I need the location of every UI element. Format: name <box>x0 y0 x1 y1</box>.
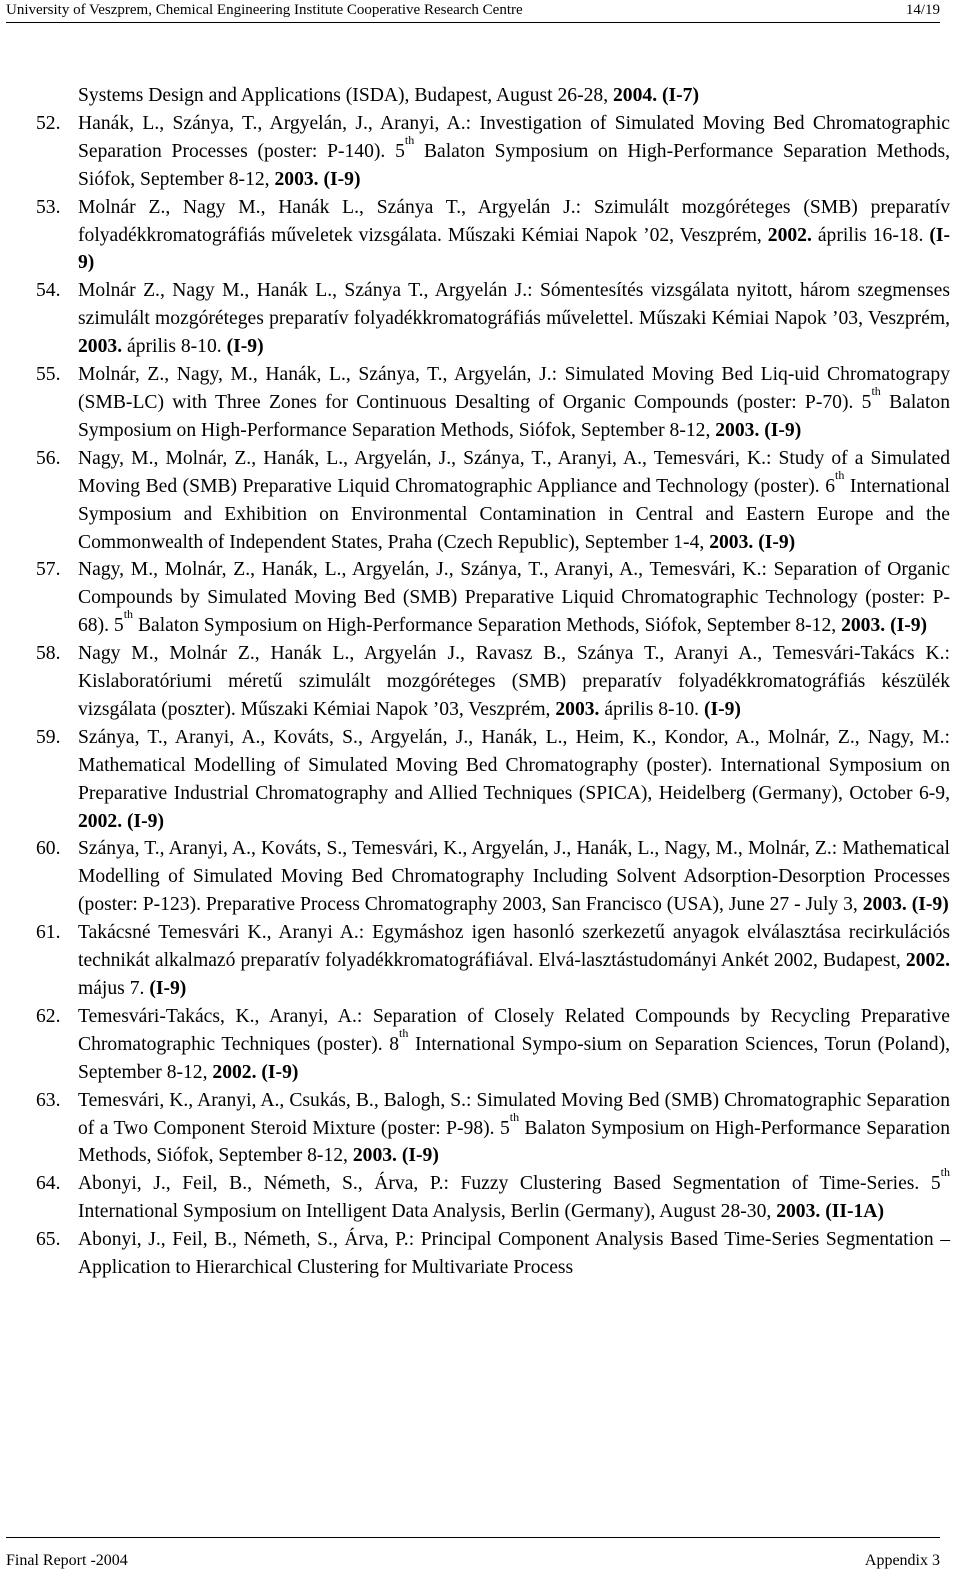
entry-text: Abonyi, J., Feil, B., Németh, S., Árva, P.: Principal Component Analysis Based Time-Series Segmentation – Application to Hierarchical Clustering for Multivariate Process <box>78 1229 950 1279</box>
entry-year: 2003. <box>862 894 907 916</box>
entry-number: 59. <box>36 726 61 748</box>
entry-number: 56. <box>36 447 61 469</box>
publication-entry <box>36 724 950 836</box>
publication-entry <box>36 194 950 278</box>
entry-year: 2003. <box>715 419 760 441</box>
entry-text: Hanák, L., Szánya, T., Argyelán, J., Aranyi, A.: Investigation of Simulated Moving Bed Chromatographic Separation Processes (poster: P-140). 5 <box>78 112 950 162</box>
footer-appendix: Appendix 3 <box>864 1552 940 1569</box>
entry-code: (I-9) <box>127 810 164 832</box>
entry-number: 63. <box>36 1089 61 1111</box>
entry-venue: Balaton Symposium on High-Performance Separation Methods, Siófok, September 8-12, <box>133 615 842 637</box>
continuation-text: Systems Design and Applications (ISDA), Budapest, August 26-28, <box>78 85 613 106</box>
entry-code: (I-9) <box>911 894 949 916</box>
entry-number: 64. <box>36 1173 61 1195</box>
ordinal-suffix: th <box>509 1109 520 1124</box>
entry-text: Temesvári, K., Aranyi, A., Csukás, B., Balogh, S.: Simulated Moving Bed (SMB) Chromatographic Separation of a Two Component Steroid Mixture (poster: P-98). 5 <box>78 1089 950 1139</box>
entry-venue: Balaton Symposium on High-Performance Separation Methods, Siófok, September 8-12, <box>78 1117 950 1167</box>
publication-entry <box>36 445 950 557</box>
entry-venue: Balaton Symposium on High-Performance Separation Methods, Siófok, September 8-12, <box>78 391 951 441</box>
entry-number: 55. <box>36 364 61 386</box>
entry-text: Takácsné Temesvári K., Aranyi A.: Egymáshoz igen hasonló szerkezetű anyagok elválasztása recirkulációs technikát alkalmazó preparatív folyadékkromatográfiával. Elvá-lasztástudományi Ankét 2002, Budapest, <box>78 922 950 972</box>
continuation-code: (I-7) <box>662 85 699 106</box>
entry-code: (I-9) <box>764 419 802 441</box>
footer-report: Final Report -2004 <box>6 1552 128 1569</box>
publication-entry <box>36 1165 950 1226</box>
header-institute: University of Veszprem, Chemical Engineering Institute Cooperative Research Centre <box>6 2 523 18</box>
entry-code: (I-9) <box>78 224 950 274</box>
entry-text: Nagy, M., Molnár, Z., Hanák, L., Argyelán, J., Szánya, T., Aranyi, A., Temesvári, K.: Study of a Simulated Moving Bed (SMB) Preparative Liquid Chromatographic Appliance and Technology (poster). 6 <box>78 447 950 497</box>
publication-entry <box>36 277 950 361</box>
entry-date: április 8-10. <box>599 698 700 720</box>
publication-entry <box>36 1003 950 1087</box>
publication-entry <box>36 1087 950 1171</box>
entry-number: 61. <box>36 922 61 944</box>
entry-venue: Balaton Symposium on High-Performance Separation Methods, Siófok, September 8-12, <box>78 140 950 190</box>
entry-number: 54. <box>36 280 61 302</box>
entry-date: április 16-18. <box>811 224 924 246</box>
entry-number: 53. <box>36 196 61 218</box>
entry-code: (I-9) <box>226 336 264 358</box>
entry-year: 2002. <box>905 950 950 972</box>
ordinal-suffix: th <box>940 1165 950 1180</box>
page-number: 14/19 <box>905 2 940 18</box>
entries <box>36 110 951 1282</box>
entry-text: Molnár, Z., Nagy, M., Hanák, L., Szánya, T., Argyelán, J.: Simulated Moving Bed Liq-uid Chromatograpy (SMB-LC) with Three Zones for Continuous Desalting of Organic Compounds (poster: P-70). 5 <box>78 364 950 413</box>
entry-code: (II-1A) <box>825 1201 884 1223</box>
entry-code: (I-9) <box>401 1145 439 1167</box>
entry-year: 2003. <box>776 1201 821 1223</box>
entry-year: 2003. <box>78 336 123 358</box>
publication-entry <box>36 835 950 919</box>
entry-date: április 8-10. <box>122 336 222 358</box>
entry-number: 58. <box>36 643 61 665</box>
publication-entry <box>36 1226 950 1282</box>
entry-text: Temesvári-Takács, K., Aranyi, A.: Separation of Closely Related Compounds by Recycling Preparative Chromatographic Techniques (poster). 8 <box>78 1005 950 1055</box>
ordinal-suffix: th <box>123 607 134 622</box>
entry-number: 52. <box>36 112 61 134</box>
entry-number: 60. <box>36 838 61 860</box>
entry-text: Abonyi, J., Feil, B., Németh, S., Árva, P.: Fuzzy Clustering Based Segmentation of Time-Series. 5 <box>78 1173 941 1195</box>
ordinal-suffix: th <box>871 383 881 398</box>
entry-code: (I-9) <box>323 168 361 190</box>
ordinal-suffix: th <box>404 132 415 147</box>
entry-number: 65. <box>36 1229 61 1251</box>
entry-text: Molnár Z., Nagy M., Hanák L., Szánya T., Argyelán J.: Sómentesítés vizsgálata nyitott, három szegmenses szimulált mozgóréteges preparatív folyadékkromatográfiás művelettel. Műszaki Kémiai Napok ’03, Veszprém, <box>78 280 950 330</box>
ordinal-suffix: th <box>835 467 845 482</box>
page-footer <box>6 1537 940 1576</box>
entry-number: 62. <box>36 1005 61 1027</box>
publication-entry <box>36 556 950 640</box>
publication-list <box>36 82 951 1282</box>
entry-year: 2003. <box>709 531 754 553</box>
entry-code: (I-9) <box>261 1061 299 1083</box>
entry-venue: International Symposium on Intelligent Data Analysis, Berlin (Germany), August 28-30, <box>78 1201 777 1223</box>
entry-text: Nagy M., Molnár Z., Hanák L., Argyelán J., Ravasz B., Szánya T., Aranyi A., Temesvári-Takács K.: Kislaboratóriumi méretű szimulált mozgóréteges (SMB) preparatív folyadékkromatográfiás készülék vizsgálata (poszter). Műszaki Kémiai Napok ’03, Veszprém, <box>78 643 950 720</box>
entry-code: (I-9) <box>758 531 796 553</box>
entry-text: Szánya, T., Aranyi, A., Kováts, S., Argyelán, J., Hanák, L., Heim, K., Kondor, A., Molnár, Z., Nagy, M.: Mathematical Modelling of Simulated Moving Bed Chromatography (poster). International Symposium on Preparative Industrial Chromatography and Allied Techniques (SPICA), Heidelberg (Germany), October 6-9, <box>78 726 950 804</box>
entry-venue: International Symposium and Exhibition on Environmental Contamination in Central and Eastern Europe and the Commonwealth of Independent States, Praha (Czech Republic), September 1-4, <box>78 475 950 553</box>
entry-text: Nagy, M., Molnár, Z., Hanák, L., Argyelán, J., Szánya, T., Aranyi, A., Temesvári, K.: Separation of Organic Compounds by Simulated Moving Bed (SMB) Preparative Liquid Chromatographic Technology (poster: P-68). 5 <box>78 559 950 637</box>
entry-year: 2003. <box>841 615 886 637</box>
entry-year: 2003. <box>352 1145 397 1167</box>
page-header <box>6 0 940 23</box>
entry-code: (I-9) <box>890 615 928 637</box>
continuation-year: 2004. <box>613 85 658 106</box>
publication-entry <box>36 110 950 194</box>
entry-year: 2002. <box>767 224 812 246</box>
entry-code: (I-9) <box>149 978 187 999</box>
publication-entry <box>36 361 951 445</box>
entry-number: 57. <box>36 559 61 581</box>
entry-code: (I-9) <box>703 698 741 720</box>
publication-entry <box>36 640 950 724</box>
entry-text: Szánya, T., Aranyi, A., Kováts, S., Temesvári, K., Argyelán, J., Hanák, L., Nagy, M., Molnár, Z.: Mathematical Modelling of Simulated Moving Bed Chromatography Including Solvent Adsorption-Desorption Processes (poster: P-123). Preparative Process Chromatography 2003, San Francisco (USA), June 27 - July 3, <box>78 838 950 916</box>
publication-entry <box>36 919 950 1003</box>
entry-year: 2003. <box>274 168 319 190</box>
entry-year: 2002. <box>78 810 123 832</box>
entry-year: 2002. <box>212 1061 257 1083</box>
continuation-entry <box>78 82 950 110</box>
ordinal-suffix: th <box>399 1025 409 1040</box>
entry-venue: International Sympo-sium on Separation Sciences, Torun (Poland), September 8-12, <box>78 1033 950 1083</box>
entry-date: május 7. <box>78 978 145 999</box>
entry-text: Molnár Z., Nagy M., Hanák L., Szánya T., Argyelán J.: Szimulált mozgóréteges (SMB) preparatív folyadékkromatográfiás műveletek vizsgálata. Műszaki Kémiai Napok ’02, Veszprém, <box>78 196 950 246</box>
entry-year: 2003. <box>555 698 600 720</box>
